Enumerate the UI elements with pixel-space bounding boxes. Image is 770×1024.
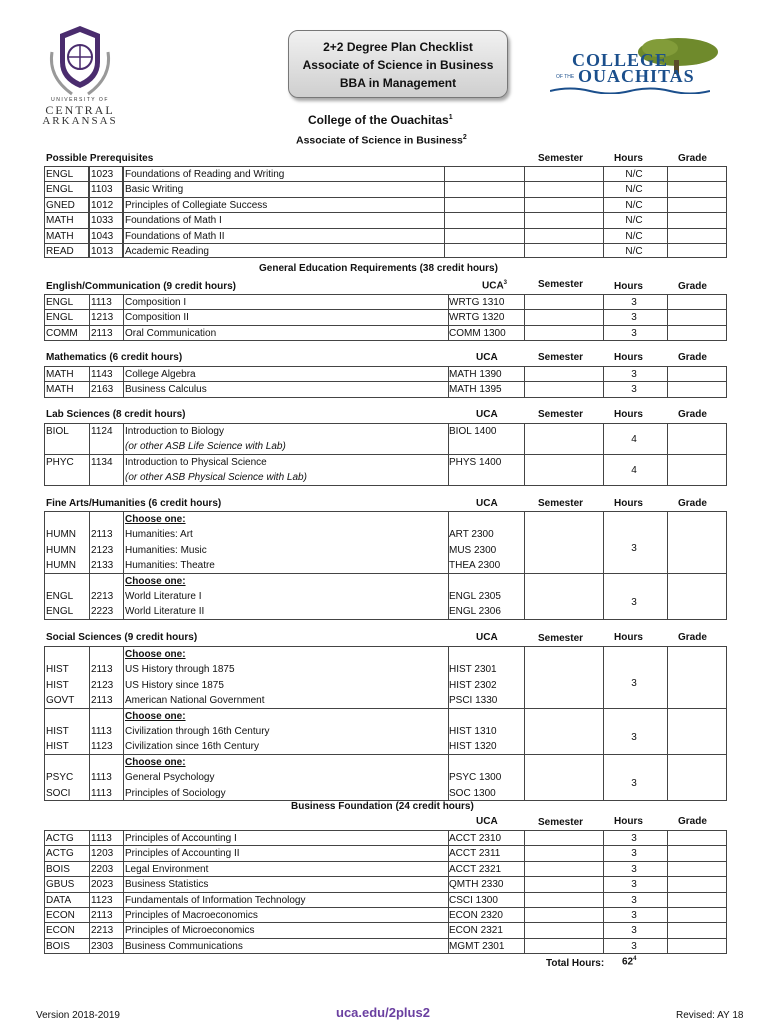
row-divider	[44, 892, 727, 893]
course-name: Introduction to Physical Science	[125, 456, 267, 468]
course-subject: MATH	[46, 384, 74, 396]
divider	[123, 295, 124, 340]
uca-equivalent: PSCI 1330	[449, 695, 498, 707]
course-number: 2123	[91, 679, 114, 691]
hours-value: 3	[631, 894, 637, 906]
course-subject: BIOL	[46, 426, 69, 437]
course-number: 1043	[91, 230, 114, 242]
lab-title: Lab Sciences (8 credit hours)	[46, 409, 186, 420]
course-name: Foundations of Math I	[125, 215, 222, 227]
choose-one-label: Choose one:	[125, 649, 186, 660]
course-subject: GNED	[46, 199, 75, 211]
hours-value: 3	[631, 297, 637, 308]
course-subject: BOIS	[46, 863, 70, 875]
english-hours-header: Hours	[614, 281, 643, 292]
coto-logo-line2: OUACHITAS	[578, 66, 695, 86]
math-semester-header: Semester	[538, 352, 584, 363]
course-number: 2113	[91, 695, 113, 707]
lab-semester-header: Semester	[538, 409, 584, 420]
course-number: 1113	[91, 787, 112, 799]
uca-equivalent: BIOL 1400	[449, 426, 497, 437]
row-divider	[44, 309, 727, 310]
fine-uca-header: UCA	[476, 498, 498, 509]
course-number: 1123	[91, 741, 113, 753]
course-subject: ECON	[46, 910, 75, 921]
uca-logo	[30, 22, 130, 132]
course-name: Business Statistics	[125, 879, 209, 891]
course-number: 2203	[91, 863, 114, 875]
math-uca-header: UCA	[476, 352, 498, 363]
course-number: 1113	[91, 772, 112, 784]
row-divider	[44, 325, 727, 326]
choose-one-label: Choose one:	[125, 514, 186, 525]
course-subject: ENGL	[46, 184, 74, 196]
uca-equivalent: HIST 1320	[449, 741, 497, 753]
course-number: 2213	[91, 925, 114, 937]
course-subject: ENGL	[46, 169, 74, 180]
course-subject: HUMN	[46, 544, 76, 556]
course-name: Business Communications	[125, 940, 243, 952]
business-hours-header: Hours	[614, 816, 643, 827]
hours-value: 3	[631, 940, 637, 952]
uca-equivalent: QMTH 2330	[449, 879, 504, 891]
choose-one-label: Choose one:	[125, 756, 186, 768]
course-name: College Algebra	[125, 369, 196, 380]
revised-label: Revised: AY 18	[676, 1010, 744, 1021]
hours-value: N/C	[625, 246, 643, 257]
course-subject: ENGL	[46, 312, 74, 324]
uca-equivalent: ACCT 2311	[449, 848, 501, 860]
uca-equivalent: MATH 1390	[449, 369, 502, 380]
course-name: Humanities: Art	[125, 529, 193, 541]
course-name: Principles of Microeconomics	[125, 925, 255, 937]
course-name: Principles of Accounting I	[125, 833, 237, 844]
course-subject: ENGL	[46, 591, 74, 602]
hours-value: 3	[631, 833, 637, 844]
course-name: World Literature I	[125, 591, 202, 602]
hours-value: 3	[631, 312, 637, 324]
course-subject: DATA	[46, 894, 72, 906]
course-name: US History since 1875	[125, 679, 224, 691]
lab-grade-header: Grade	[678, 409, 707, 420]
course-name: Composition II	[125, 312, 189, 324]
fine-hours-header: Hours	[614, 498, 643, 509]
uca-equivalent: ENGL 2306	[449, 606, 501, 618]
math-grade-header: Grade	[678, 352, 707, 363]
college-name: College of the Ouachitas$^1$	[308, 113, 453, 127]
uca-equivalent: CSCI 1300	[449, 894, 498, 906]
course-name: US History through 1875	[125, 664, 235, 676]
row-divider	[44, 381, 727, 382]
row-divider	[44, 907, 727, 908]
social-uca-header: UCA	[476, 632, 498, 643]
course-subject: HUMN	[46, 560, 76, 572]
choose-one-label: Choose one:	[125, 575, 186, 587]
hours-value: 3	[631, 677, 637, 689]
course-subject: GOVT	[46, 695, 75, 707]
hours-value: 3	[631, 910, 637, 921]
course-subject: BOIS	[46, 940, 70, 952]
uca-logo-line3: ARKANSAS	[42, 115, 118, 127]
version-label: Version 2018-2019	[36, 1010, 120, 1021]
divider	[123, 167, 124, 257]
course-name: Oral Communication	[125, 327, 217, 339]
course-subject: GBUS	[46, 879, 75, 891]
fine-grade-header: Grade	[678, 498, 707, 509]
total-hours-value: $62^4$	[622, 956, 637, 968]
math-title: Mathematics (6 credit hours)	[46, 352, 183, 363]
choose-one-label: Choose one:	[125, 710, 186, 722]
uca-equivalent: HIST 2302	[449, 679, 497, 691]
uca-equivalent: PSYC 1300	[449, 772, 502, 784]
uca-equivalent: ACCT 2321	[449, 863, 502, 875]
course-name: Business Calculus	[125, 384, 207, 396]
course-number: 2113	[91, 529, 113, 541]
row-divider	[44, 922, 727, 923]
total-hours-label: Total Hours:	[546, 958, 605, 969]
course-name: American National Government	[125, 695, 265, 707]
course-number: 1124	[91, 426, 113, 437]
uca-equivalent: HIST 2301	[449, 664, 497, 676]
uca-equivalent: ECON 2320	[449, 910, 503, 921]
uca-logo-line2: CENTRAL	[45, 103, 115, 117]
uca-equivalent: MUS 2300	[449, 544, 497, 556]
course-subject: ENGL	[46, 606, 74, 618]
hours-value: N/C	[625, 169, 643, 180]
uca-equivalent: MGMT 2301	[449, 940, 505, 952]
uca-equivalent: ACCT 2310	[449, 833, 502, 844]
divider	[89, 295, 90, 340]
divider	[89, 167, 90, 257]
course-subject: HIST	[46, 741, 69, 753]
course-number: 2113	[91, 910, 113, 921]
course-subject: MATH	[46, 369, 74, 380]
course-number: 1143	[91, 369, 113, 380]
uca-equivalent: ENGL 2305	[449, 591, 501, 602]
course-subject: ECON	[46, 925, 75, 937]
course-name: Foundations of Reading and Writing	[125, 169, 285, 180]
course-subject: HUMN	[46, 529, 76, 541]
course-number: 2303	[91, 940, 114, 952]
course-number: 2223	[91, 606, 114, 618]
wave-icon	[550, 86, 710, 94]
hours-value: N/C	[625, 199, 643, 211]
course-note: (or other ASB Physical Science with Lab)	[125, 472, 307, 484]
course-number: 1013	[91, 246, 114, 257]
hours-value: 4	[631, 464, 637, 476]
course-subject: PHYC	[46, 456, 74, 468]
business-grade-header: Grade	[678, 816, 707, 827]
course-name: Legal Environment	[125, 863, 209, 875]
divider	[123, 512, 124, 619]
hours-value: 3	[631, 369, 637, 380]
course-number: 1134	[91, 456, 113, 468]
course-number: 1113	[91, 833, 112, 844]
divider	[123, 647, 124, 800]
course-number: 2113	[91, 664, 113, 676]
coto-logo-line1: COLLEGE	[572, 50, 669, 70]
divider	[667, 647, 668, 800]
uca-equivalent: PHYS 1400	[449, 456, 502, 468]
divider	[89, 647, 90, 800]
english-title: English/Communication (9 credit hours)	[46, 281, 237, 292]
hours-value: 4	[631, 433, 637, 445]
social-grade-header: Grade	[678, 632, 707, 643]
course-number: 2213	[91, 591, 114, 602]
course-name: Principles of Macroeconomics	[125, 910, 258, 921]
uca-equivalent: ECON 2321	[449, 925, 503, 937]
footer-url-link[interactable]: uca.edu/2plus2	[336, 1005, 430, 1020]
hours-value: 3	[631, 596, 637, 608]
course-name: Introduction to Biology	[125, 426, 224, 437]
course-subject: COMM	[46, 327, 78, 339]
course-name: Basic Writing	[125, 184, 184, 196]
divider	[89, 512, 90, 619]
course-number: 1123	[91, 894, 113, 906]
business-semester-header: Semester	[538, 817, 584, 828]
uca-equivalent: HIST 1310	[449, 726, 497, 737]
course-number: 1023	[91, 169, 114, 180]
title-line1: 2+2 Degree Plan Checklist	[323, 40, 473, 54]
course-name: Civilization since 16th Century	[125, 741, 259, 753]
course-subject: READ	[46, 246, 74, 257]
course-subject: ENGL	[46, 297, 74, 308]
row-divider	[44, 845, 727, 846]
uca-seal-icon	[30, 22, 130, 102]
course-subject: HIST	[46, 664, 69, 676]
title-box	[288, 30, 508, 98]
prereq-course-box	[44, 166, 524, 258]
course-number: 1113	[91, 726, 112, 737]
course-subject: HIST	[46, 679, 69, 691]
hours-value: N/C	[625, 215, 643, 227]
course-subject: PSYC	[46, 772, 74, 784]
uca-equivalent: SOC 1300	[449, 787, 496, 799]
hours-value: 3	[631, 879, 637, 891]
row-divider	[44, 938, 727, 939]
hours-value: 3	[631, 327, 637, 339]
course-name: Academic Reading	[125, 246, 209, 257]
row-divider	[44, 454, 727, 455]
divider	[667, 512, 668, 619]
row-divider	[44, 876, 727, 877]
course-name: Principles of Accounting II	[125, 848, 240, 860]
uca-equivalent: COMM 1300	[449, 327, 506, 339]
gened-title: General Education Requirements (38 credit hours)	[259, 263, 498, 274]
course-number: 2163	[91, 384, 114, 396]
coto-logo-of: OF THE	[556, 74, 575, 80]
hours-value: 3	[631, 542, 637, 554]
lab-hours-header: Hours	[614, 409, 643, 420]
fine-semester-header: Semester	[538, 498, 584, 509]
hours-value: 3	[631, 731, 637, 743]
lab-uca-header: UCA	[476, 409, 498, 420]
course-name: Humanities: Music	[125, 544, 207, 556]
course-number: 1103	[91, 184, 113, 196]
course-subject: HIST	[46, 726, 69, 737]
course-name: World Literature II	[125, 606, 205, 618]
prereq-title: Possible Prerequisites	[46, 153, 154, 164]
uca-logo-line1: UNIVERSITY OF	[51, 97, 109, 103]
course-subject: ACTG	[46, 833, 74, 844]
course-name: Foundations of Math II	[125, 230, 225, 242]
course-subject: MATH	[46, 215, 74, 227]
business-title: Business Foundation (24 credit hours)	[291, 801, 474, 812]
course-number: 2113	[91, 327, 113, 339]
course-name: Composition I	[125, 297, 187, 308]
course-number: 1113	[91, 297, 112, 308]
course-note: (or other ASB Life Science with Lab)	[125, 441, 286, 453]
row-divider	[44, 861, 727, 862]
divider	[667, 295, 668, 340]
grade-header: Grade	[678, 153, 707, 164]
hours-value: 3	[631, 777, 637, 789]
uca-equivalent: ART 2300	[449, 529, 494, 541]
business-uca-header: UCA	[476, 816, 498, 827]
course-number: 2133	[91, 560, 114, 572]
course-name: Humanities: Theatre	[125, 560, 215, 572]
course-name: Principles of Collegiate Success	[125, 199, 268, 211]
uca-equivalent: WRTG 1310	[449, 297, 505, 308]
coto-logo	[550, 36, 720, 98]
english-uca-header: UCA$^3$	[482, 280, 508, 292]
course-number: 2123	[91, 544, 114, 556]
course-name: Civilization through 16th Century	[125, 726, 270, 737]
course-name: Principles of Sociology	[125, 787, 226, 799]
degree-name: Associate of Science in Business$^2$	[296, 134, 467, 147]
english-semester-header: Semester	[538, 279, 584, 290]
course-name: Fundamentals of Information Technology	[125, 894, 306, 906]
social-title: Social Sciences (9 credit hours)	[46, 632, 198, 643]
hours-value: 3	[631, 848, 637, 860]
course-number: 1203	[91, 848, 114, 860]
course-number: 2023	[91, 879, 114, 891]
hours-value: 3	[631, 384, 637, 396]
course-number: 1012	[91, 199, 114, 211]
uca-equivalent: THEA 2300	[449, 560, 501, 572]
hours-value: N/C	[625, 184, 643, 196]
fine-title: Fine Arts/Humanities (6 credit hours)	[46, 498, 222, 509]
course-number: 1213	[91, 312, 114, 324]
hours-value: N/C	[625, 230, 643, 242]
uca-equivalent: MATH 1395	[449, 384, 502, 396]
course-subject: ACTG	[46, 848, 74, 860]
course-subject: MATH	[46, 230, 74, 242]
uca-equivalent: WRTG 1320	[449, 312, 505, 324]
hours-header: Hours	[614, 153, 643, 164]
title-line2: Associate of Science in Business	[302, 58, 494, 72]
english-grade-header: Grade	[678, 281, 707, 292]
social-hours-header: Hours	[614, 632, 643, 643]
title-line3: BBA in Management	[339, 76, 457, 90]
course-name: General Psychology	[125, 772, 215, 784]
course-subject: SOCI	[46, 787, 71, 799]
hours-value: 3	[631, 925, 637, 937]
semester-header: Semester	[538, 153, 584, 164]
math-hours-header: Hours	[614, 352, 643, 363]
social-semester-header: Semester	[538, 633, 584, 644]
course-number: 1033	[91, 215, 114, 227]
hours-value: 3	[631, 863, 637, 875]
